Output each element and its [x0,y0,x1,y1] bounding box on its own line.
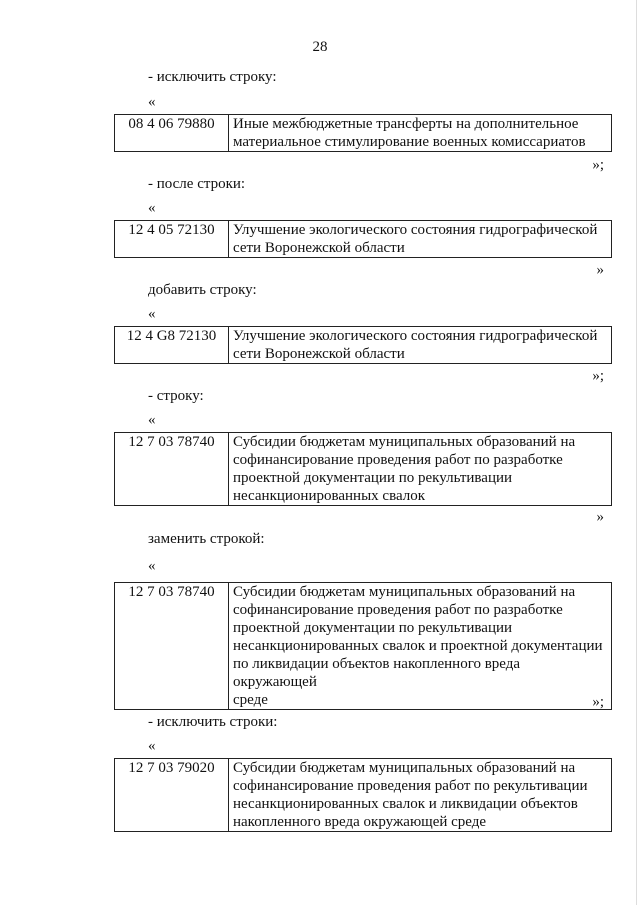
instruction-exclude-rows: - исключить строки: [148,714,278,730]
budget-code: 12 4 05 72130 [115,221,229,258]
description-line: Улучшение экологического состояния гидрографической [233,222,598,238]
description-line: Субсидии бюджетам муниципальных образований на [233,760,576,776]
instruction-replace-row: заменить строкой: [148,531,265,547]
budget-description [229,221,612,258]
page-number: 28 [312,39,328,55]
budget-description [229,583,612,710]
description-line: Улучшение экологического состояния гидрографической [233,328,598,344]
description-line: Субсидии бюджетам муниципальных образований на [233,434,576,450]
description-line: софинансирование проведения работ по разработке [233,452,563,468]
open-quote: « [148,738,156,754]
description-line: Субсидии бюджетам муниципальных образований на [233,584,576,600]
budget-code: 12 7 03 78740 [115,583,229,710]
close-quote: »; [592,157,604,173]
open-quote: « [148,94,156,110]
description-line: сети Воронежской области [233,346,405,362]
budget-code: 12 4 G8 72130 [115,327,229,364]
description-line: материальное стимулирование военных комиссариатов [233,134,586,150]
description-line: Иные межбюджетные трансферты на дополнительное [233,116,579,132]
budget-row-table [114,326,612,364]
instruction-after-row: - после строки: [148,176,246,192]
close-quote: » [596,509,604,525]
budget-code: 12 7 03 78740 [115,433,229,506]
budget-row-table [114,220,612,258]
budget-description [229,759,612,832]
close-quote: »; [592,368,604,384]
budget-description [229,433,612,506]
description-line: проектной документации по рекультивации [233,620,513,636]
open-quote: « [148,306,156,322]
description-line: несанкционированных свалок и проектной документации [233,638,603,654]
description-line: несанкционированных свалок и ликвидации объектов [233,796,578,812]
budget-row-table [114,432,612,506]
budget-description [229,115,612,152]
scan-edge-line [636,0,637,905]
instruction-exclude-row: - исключить строку: [148,69,277,85]
budget-code: 12 7 03 79020 [115,759,229,832]
description-line: проектной документации по рекультивации [233,470,513,486]
instruction-add-row: добавить строку: [148,282,257,298]
description-line: по ликвидации объектов накопленного вреда окружающей [233,656,521,690]
open-quote: « [148,412,156,428]
description-line: накопленного вреда окружающей среде [233,814,487,830]
instruction-row: - строку: [148,388,204,404]
description-line: софинансирование проведения работ по рекультивации [233,778,588,794]
description-line: софинансирование проведения работ по разработке [233,602,563,618]
budget-row-table [114,114,612,152]
description-line: сети Воронежской области [233,240,405,256]
close-quote: »; [592,694,604,710]
close-quote: » [596,262,604,278]
budget-row-table [114,758,612,832]
open-quote: « [148,558,156,574]
budget-description [229,327,612,364]
budget-code: 08 4 06 79880 [115,115,229,152]
description-line: несанкционированных свалок [233,488,426,504]
description-line: среде [233,692,268,708]
budget-row-table [114,582,612,710]
open-quote: « [148,200,156,216]
